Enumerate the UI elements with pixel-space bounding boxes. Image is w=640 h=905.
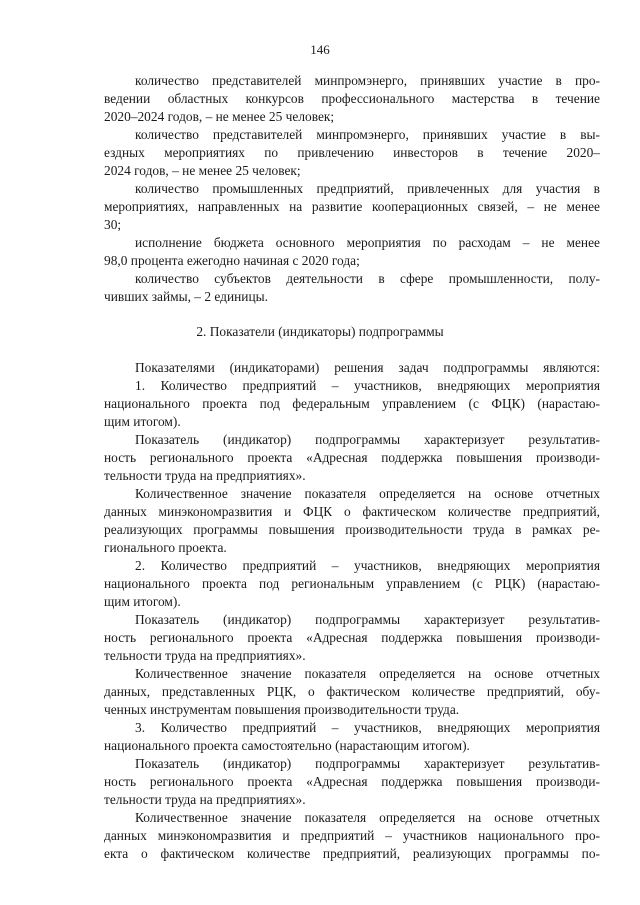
text-line: 30; [104,217,122,232]
text-line: 2. Количество предприятий – участников, внедряющих мероприятия [135,558,600,573]
text-line: количество субъектов деятельности в сфере промышленности, полу- [135,271,600,286]
text-line: реализующих программы повышения производительности труда в рамках ре- [104,522,600,537]
text-line: ность регионального проекта «Адресная поддержка повышения производи- [104,774,600,789]
text-line: Показатель (индикатор) подпрограммы характеризует результатив- [135,612,600,627]
page-number: 146 [310,42,330,57]
text-line: 2024 годов, – не менее 25 человек; [104,163,301,178]
text-line: ченных инструментам повышения производительности труда. [104,702,460,717]
text-line: исполнение бюджета основного мероприятия по расходам – не менее [135,235,600,250]
text-line: ность регионального проекта «Адресная поддержка повышения производи- [104,450,600,465]
text-line: данных минэкономразвития и предприятий – участников национального про- [104,828,600,843]
text-line: ность регионального проекта «Адресная поддержка повышения производи- [104,630,600,645]
text-line: Показателями (индикаторами) решения задач подпрограммы являются: [135,360,600,375]
text-line: Показатель (индикатор) подпрограммы характеризует результатив- [135,432,600,447]
text-line: 1. Количество предприятий – участников, внедряющих мероприятия [135,378,600,393]
text-line: тельности труда на предприятиях». [104,648,306,663]
text-line: количество промышленных предприятий, привлеченных для участия в [135,181,600,196]
text-line: чивших займы, – 2 единицы. [104,289,268,304]
text-line: 3. Количество предприятий – участников, внедряющих мероприятия [135,720,600,735]
text-line: екта о фактическом количестве предприятий, реализующих программы по- [104,846,600,861]
text-line: количество представителей минпромэнерго, принявших участие в про- [135,73,600,88]
text-line: тельности труда на предприятиях». [104,468,306,483]
text-line: щим итогом). [104,414,181,429]
text-line: 98,0 процента ежегодно начиная с 2020 года; [104,253,360,268]
text-line: Количественное значение показателя определяется на основе отчетных [135,810,600,825]
text-line: Количественное значение показателя определяется на основе отчетных [135,486,600,501]
text-line: ездных мероприятиях по привлечению инвесторов в течение 2020– [104,145,600,160]
text-line: данных минэкономразвития и ФЦК о фактическом количестве предприятий, [104,504,600,519]
text-line: 2020–2024 годов, – не менее 25 человек; [104,109,335,124]
text-line: щим итогом). [104,594,181,609]
text-line: данных, представленных РЦК, о фактическом количестве предприятий, обу- [104,684,600,699]
text-line: тельности труда на предприятиях». [104,792,306,807]
text-line: Количественное значение показателя определяется на основе отчетных [135,666,600,681]
text-line: ведении областных конкурсов профессионального мастерства в течение [104,91,600,106]
text-line: количество представителей минпромэнерго, принявших участие в вы- [135,127,600,142]
text-line: мероприятиях, направленных на развитие кооперационных связей, – не менее [104,199,600,214]
text-line: национального проекта под федеральным управлением (с ФЦК) (нарастаю- [104,396,600,411]
text-line: национального проекта самостоятельно (нарастающим итогом). [104,738,470,753]
section-heading: 2. Показатели (индикаторы) подпрограммы [196,324,444,339]
text-line: гионального проекта. [104,540,227,555]
text-line: Показатель (индикатор) подпрограммы характеризует результатив- [135,756,600,771]
text-line: национального проекта под региональным управлением (с РЦК) (нарастаю- [104,576,600,591]
